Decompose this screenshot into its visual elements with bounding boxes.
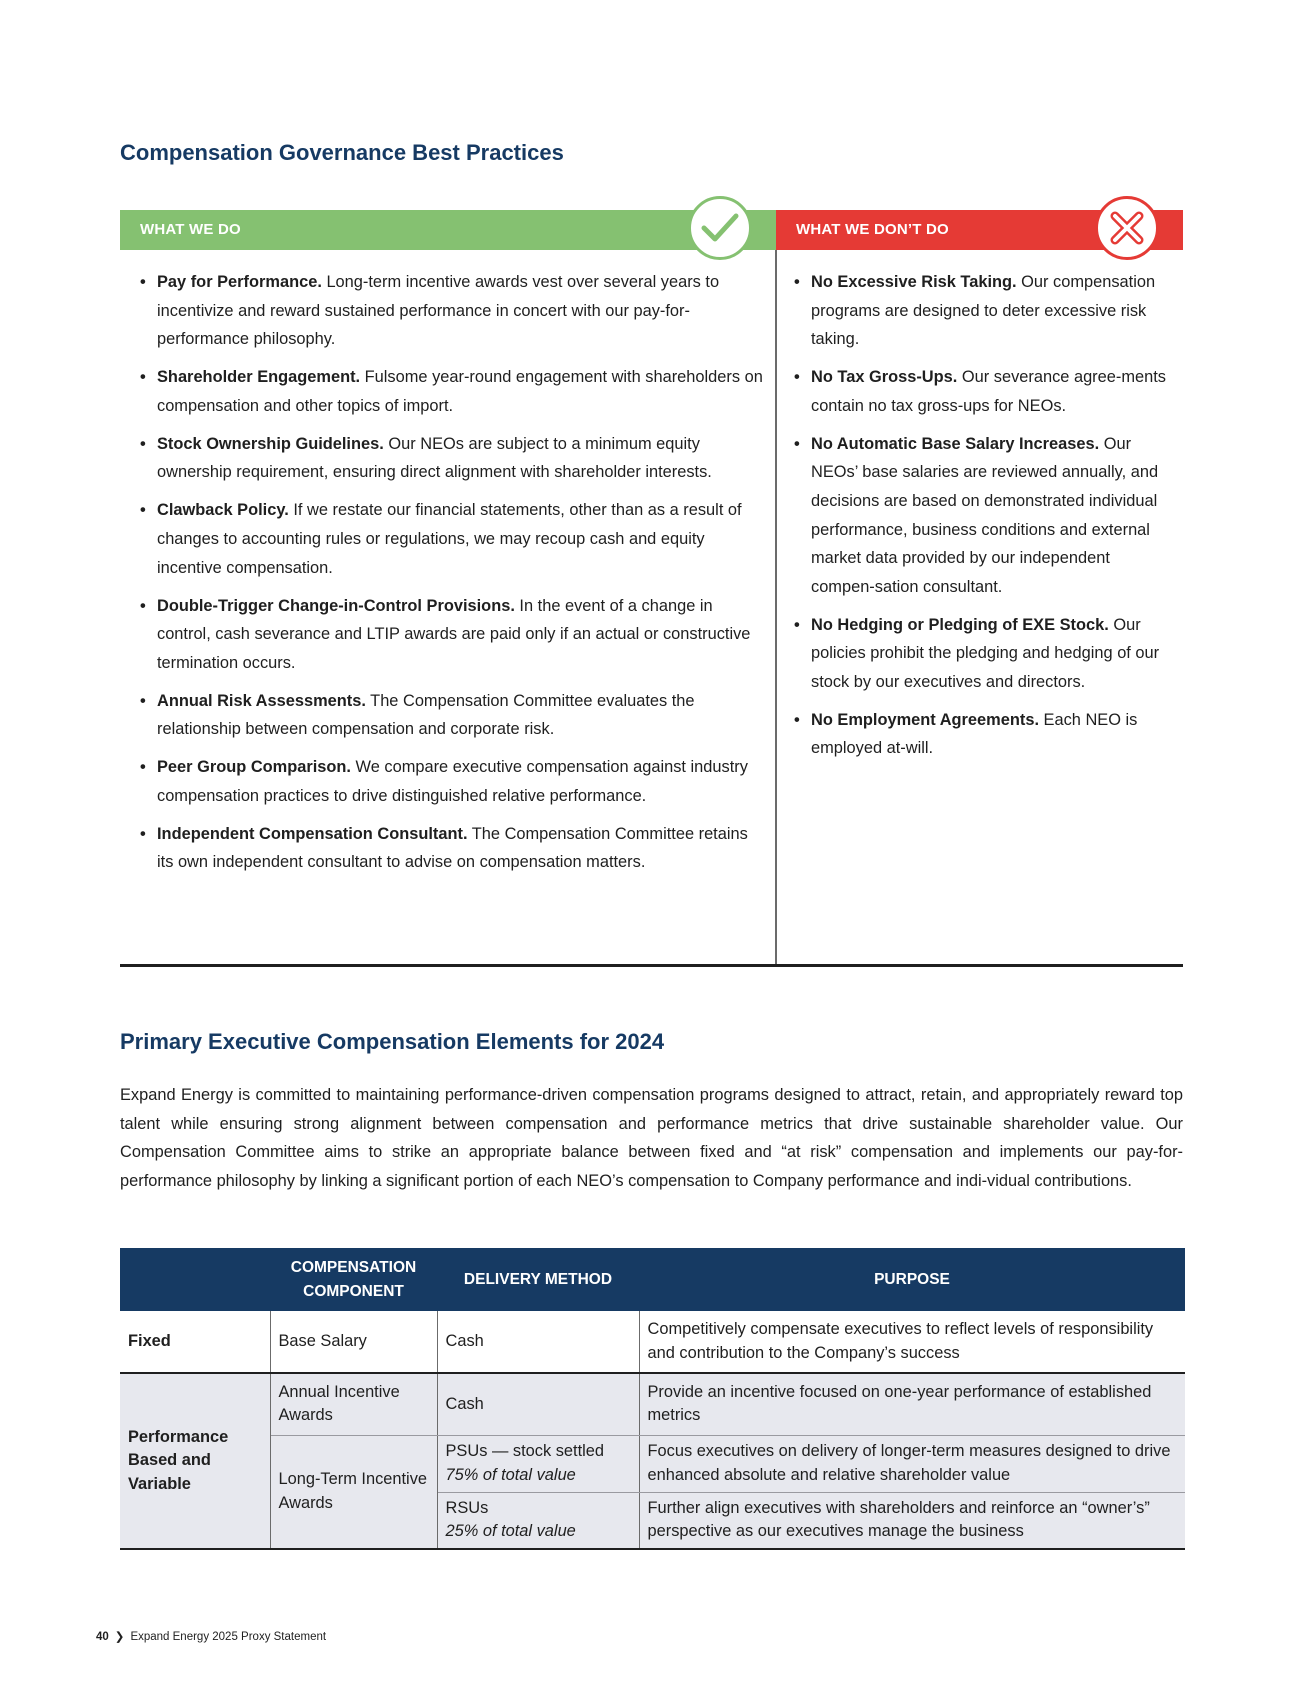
- list-item: [140, 268, 766, 354]
- delivery-share: 25% of total value: [445, 1522, 576, 1541]
- list-item: [140, 687, 766, 744]
- item-heading: No Employment Agreements.: [811, 710, 1039, 729]
- cross-icon: [1095, 196, 1159, 260]
- component-cell: Base Salary: [270, 1311, 437, 1373]
- item-heading: No Excessive Risk Taking.: [811, 273, 1017, 291]
- item-heading: No Hedging or Pledging of EXE Stock.: [811, 615, 1109, 634]
- list-item: [140, 363, 766, 420]
- governance-title: Compensation Governance Best Practices: [120, 140, 564, 165]
- list-item: [140, 430, 766, 487]
- item-heading: Peer Group Comparison.: [157, 758, 351, 777]
- item-heading: Pay for Performance.: [157, 273, 322, 291]
- what-we-do-header: WHAT WE DO: [120, 210, 776, 250]
- column-divider: [775, 250, 777, 966]
- item-text: Each NEO is employed at-will.: [811, 710, 1138, 758]
- purpose-cell: Provide an incentive focused on one-year performance of established metrics: [639, 1373, 1185, 1435]
- table-row: [120, 1435, 1185, 1492]
- list-item: [140, 753, 766, 810]
- what-we-dont-do-list: [776, 250, 1183, 763]
- component-cell: Annual Incentive Awards: [270, 1373, 437, 1435]
- item-text: The Compensation Committee retains its own independent consultant to advise on compensation matters.: [157, 824, 748, 872]
- row-label-variable: Performance Based and Variable: [120, 1373, 270, 1549]
- document-title: Expand Energy 2025 Proxy Statement: [130, 1631, 327, 1643]
- table-header-row: [120, 1248, 1185, 1311]
- chevron-right-icon: ❯: [114, 1631, 125, 1643]
- item-heading: Double-Trigger Change-in-Control Provisions.: [157, 596, 515, 615]
- delivery-cell: [437, 1492, 639, 1549]
- delivery-method: RSUs: [445, 1498, 489, 1517]
- governance-panel: [120, 210, 1183, 966]
- item-heading: Shareholder Engagement.: [157, 368, 361, 387]
- header-purpose: PURPOSE: [639, 1248, 1185, 1311]
- item-text: Long-term incentive awards vest over several years to incentivize and reward sustained performance in concert with our pay-for-performance philosophy.: [157, 273, 720, 349]
- delivery-cell: Cash: [437, 1373, 639, 1435]
- item-text: Our severance agree-ments contain no tax gross-ups for NEOs.: [811, 368, 1166, 415]
- purpose-cell: Competitively compensate executives to reflect levels of responsibility and contribution to the Company’s success: [639, 1311, 1185, 1373]
- item-heading: Independent Compensation Consultant.: [157, 824, 468, 843]
- component-cell: Long-Term Incentive Awards: [270, 1435, 437, 1549]
- list-item: [794, 363, 1173, 420]
- delivery-cell: Cash: [437, 1311, 639, 1373]
- item-heading: No Automatic Base Salary Increases.: [811, 434, 1100, 453]
- list-item: [794, 430, 1173, 602]
- list-item: [794, 706, 1173, 763]
- delivery-cell: [437, 1435, 639, 1492]
- what-we-dont-do-header: WHAT WE DON’T DO: [776, 210, 1183, 250]
- list-item: [794, 268, 1173, 354]
- what-we-dont-do-column: [776, 210, 1183, 772]
- table-row: [120, 1373, 1185, 1435]
- table-row: [120, 1311, 1185, 1373]
- header-component: COMPENSATION COMPONENT: [270, 1248, 437, 1311]
- purpose-cell: Focus executives on delivery of longer-term measures designed to drive enhanced absolute and relative shareholder value: [639, 1435, 1185, 1492]
- item-text: Our policies prohibit the pledging and hedging of our stock by our executives and directors.: [811, 615, 1160, 691]
- item-heading: Stock Ownership Guidelines.: [157, 434, 384, 453]
- purpose-cell: Further align executives with shareholders and reinforce an “owner’s” perspective as our executives manage the business: [639, 1492, 1185, 1549]
- row-label-fixed: Fixed: [120, 1311, 270, 1373]
- item-heading: No Tax Gross-Ups.: [811, 368, 958, 387]
- item-text: If we restate our financial statements, other than as a result of changes to accounting rules or regulations, we may recoup cash and equity incentive compensation.: [157, 501, 742, 577]
- what-we-do-list: [120, 250, 776, 877]
- item-heading: Clawback Policy.: [157, 501, 289, 520]
- governance-bottom-rule: [120, 964, 1183, 967]
- item-text: Our NEOs are subject to a minimum equity ownership requirement, ensuring direct alignment with shareholder interests.: [157, 434, 712, 482]
- page-footer: [96, 1629, 326, 1643]
- item-text: The Compensation Committee evaluates the relationship between compensation and corporate risk.: [157, 691, 695, 739]
- elements-title: Primary Executive Compensation Elements for 2024: [120, 1029, 665, 1054]
- list-item: [140, 592, 766, 678]
- item-text: In the event of a change in control, cash severance and LTIP awards are paid only if an actual or constructive termination occurs.: [157, 596, 751, 672]
- header-delivery: DELIVERY METHOD: [437, 1248, 639, 1311]
- list-item: [140, 496, 766, 582]
- delivery-method: PSUs — stock settled: [445, 1442, 604, 1460]
- delivery-share: 75% of total value: [445, 1465, 576, 1484]
- list-item: [140, 820, 766, 877]
- page-number: 40: [96, 1631, 109, 1643]
- item-text: Our compensation programs are designed to deter excessive risk taking.: [811, 273, 1156, 349]
- item-text: Fulsome year-round engagement with shareholders on compensation and other topics of import.: [157, 368, 763, 415]
- item-text: Our NEOs’ base salaries are reviewed annually, and decisions are based on demonstrated individual performance, business conditions and external market data provided by our independent compen-sation consultant.: [811, 434, 1159, 596]
- checkmark-icon: [688, 196, 752, 260]
- item-heading: Annual Risk Assessments.: [157, 691, 366, 710]
- elements-intro: Expand Energy is committed to maintaining performance-driven compensation programs designed to attract, retain, and appropriately reward top talent while ensuring strong alignment between compensation and performance metrics that drive sustainable shareholder value. Our Compensation Committee aims to strike an appropriate balance between fixed and “at risk” compensation and implements our pay-for-performance philosophy by linking a significant portion of each NEO’s compensation to Company performance and indi-vidual contributions.: [120, 1086, 1183, 1191]
- header-blank: [120, 1248, 270, 1311]
- what-we-do-column: [120, 210, 776, 886]
- item-text: We compare executive compensation against industry compensation practices to drive distinguished relative performance.: [157, 758, 748, 805]
- compensation-elements-table: [120, 1248, 1185, 1550]
- list-item: [794, 611, 1173, 697]
